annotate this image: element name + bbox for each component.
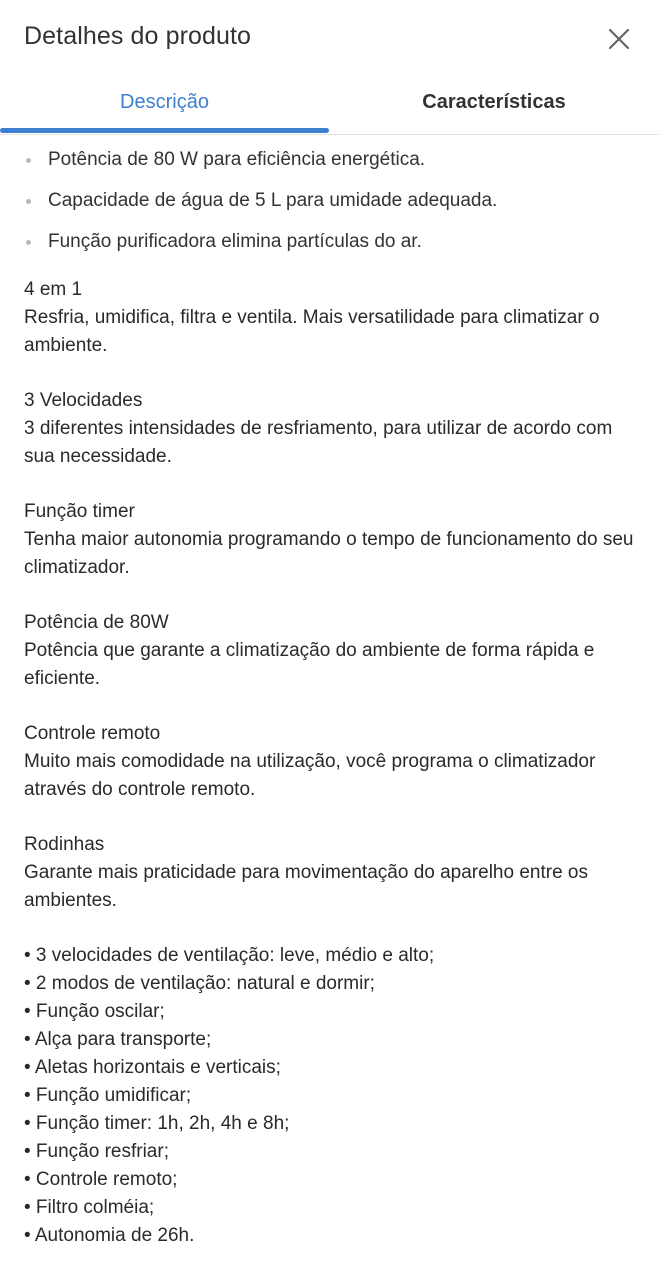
active-tab-indicator [0,128,329,133]
section-heading: Função timer [24,501,135,522]
section-text: 3 diferentes intensidades de resfriamento, para utilizar de acordo com sua necessidade. [24,418,613,467]
section-text: Resfria, umidifica, filtra e ventila. Mais versatilidade para climatizar o ambiente. [24,307,600,356]
modal-header [0,0,659,78]
list-item: • Função umidificar; [24,1085,192,1106]
feature-section [24,387,639,471]
feature-section [24,831,639,915]
list-item: • Função timer: 1h, 2h, 4h e 8h; [24,1113,290,1134]
list-item: Função purificadora elimina partículas do ar. [24,228,639,256]
page-title: Detalhes do produto [24,22,252,50]
bullet-icon [26,158,31,163]
feature-section [24,609,639,693]
bullet-icon [26,240,31,245]
highlights-list [24,146,639,256]
section-heading: 4 em 1 [24,279,83,300]
description-content [24,146,639,1250]
list-item: • Filtro colméia; [24,1197,155,1218]
section-heading: 3 Velocidades [24,390,143,411]
bullet-icon [26,199,31,204]
list-item: Capacidade de água de 5 L para umidade adequada. [24,187,639,215]
tab-bar [0,72,659,135]
section-heading: Potência de 80W [24,612,169,633]
close-icon [608,28,630,50]
list-item: • Controle remoto; [24,1169,178,1190]
list-item: Potência de 80 W para eficiência energética. [24,146,639,174]
section-text: Garante mais praticidade para movimentação do aparelho entre os ambientes. [24,862,588,911]
list-item: • Aletas horizontais e verticais; [24,1057,281,1078]
list-item: • Alça para transporte; [24,1029,212,1050]
list-item: • 2 modos de ventilação: natural e dormir; [24,973,375,994]
list-item: • Autonomia de 26h. [24,1225,195,1246]
feature-section [24,720,639,804]
feature-list [24,942,639,1250]
list-item: • 3 velocidades de ventilação: leve, médio e alto; [24,945,435,966]
section-text: Muito mais comodidade na utilização, você programa o climatizador através do controle remoto. [24,751,596,800]
section-text: Potência que garante a climatização do ambiente de forma rápida e eficiente. [24,640,595,689]
feature-section [24,276,639,360]
list-item: • Função resfriar; [24,1141,169,1162]
list-item: • Função oscilar; [24,1001,165,1022]
close-button[interactable] [604,24,634,54]
tab-descricao[interactable]: Descrição [120,90,209,113]
section-heading: Rodinhas [24,834,105,855]
tab-caracteristicas[interactable]: Características [422,90,566,113]
section-text: Tenha maior autonomia programando o tempo de funcionamento do seu climatizador. [24,529,634,578]
section-heading: Controle remoto [24,723,161,744]
feature-section [24,498,639,582]
